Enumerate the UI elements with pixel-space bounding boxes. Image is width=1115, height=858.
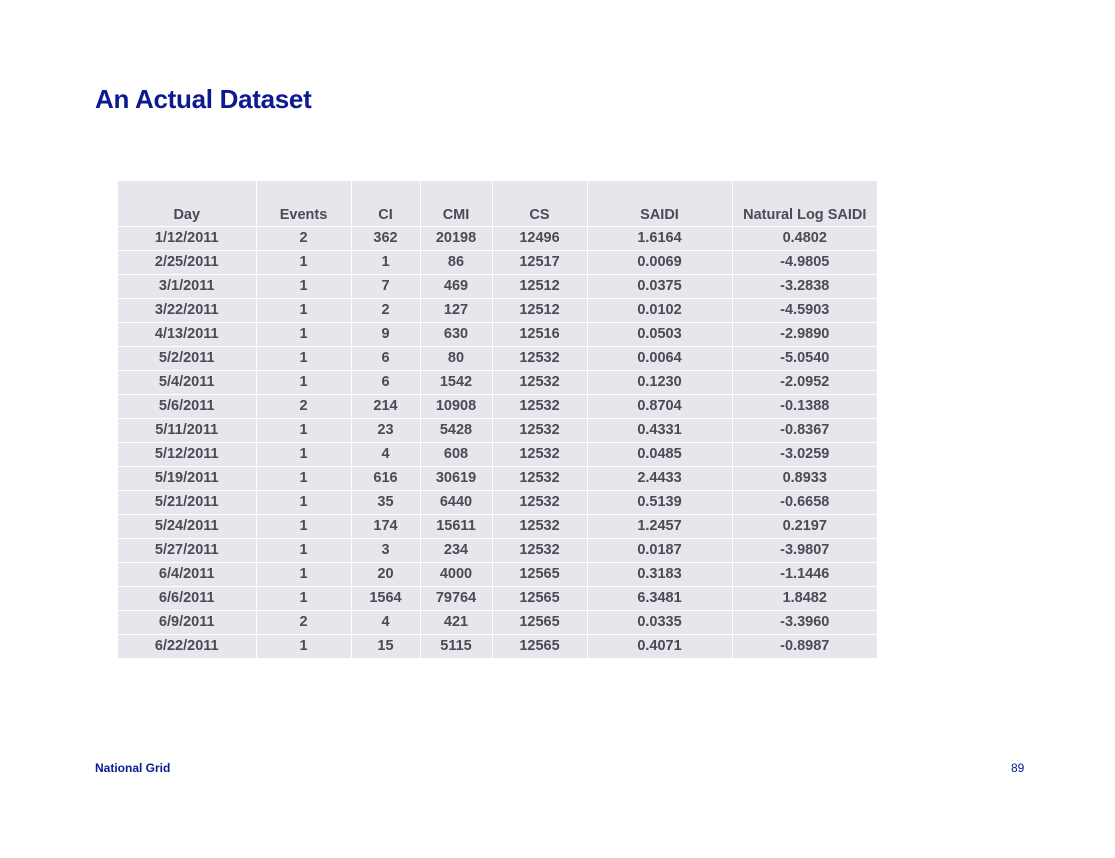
table-cell: -5.0540: [732, 347, 877, 371]
table-cell: 0.8704: [587, 395, 732, 419]
table-cell: 12532: [492, 443, 587, 467]
table-cell: 5/27/2011: [118, 539, 256, 563]
table-cell: 4: [351, 611, 420, 635]
table-cell: 2.4433: [587, 467, 732, 491]
table-cell: 12565: [492, 587, 587, 611]
table-cell: -0.1388: [732, 395, 877, 419]
table-row: [118, 323, 877, 347]
table-cell: -3.3960: [732, 611, 877, 635]
table-cell: 4/13/2011: [118, 323, 256, 347]
table-cell: 12496: [492, 227, 587, 251]
table-cell: 86: [420, 251, 492, 275]
table-cell: 1: [256, 587, 351, 611]
table-row: [118, 563, 877, 587]
table-cell: 1: [256, 515, 351, 539]
table-cell: 20: [351, 563, 420, 587]
table-cell: 1.2457: [587, 515, 732, 539]
table-cell: 3/1/2011: [118, 275, 256, 299]
table-cell: 12532: [492, 347, 587, 371]
table-cell: 0.0335: [587, 611, 732, 635]
table-cell: 12532: [492, 467, 587, 491]
table-cell: 7: [351, 275, 420, 299]
table-cell: 5/24/2011: [118, 515, 256, 539]
table-cell: 214: [351, 395, 420, 419]
table-row: [118, 347, 877, 371]
table-cell: 5115: [420, 635, 492, 659]
table-cell: -4.9805: [732, 251, 877, 275]
table-cell: 12516: [492, 323, 587, 347]
table-cell: 12532: [492, 395, 587, 419]
table-cell: 3/22/2011: [118, 299, 256, 323]
table-cell: 0.8933: [732, 467, 877, 491]
dataset-table: [118, 181, 877, 658]
table-cell: 0.4802: [732, 227, 877, 251]
table-row: [118, 515, 877, 539]
table-cell: 1: [256, 299, 351, 323]
table-cell: 469: [420, 275, 492, 299]
table-cell: 0.0102: [587, 299, 732, 323]
table-cell: 12565: [492, 611, 587, 635]
table-cell: 0.1230: [587, 371, 732, 395]
table-cell: 1.6164: [587, 227, 732, 251]
table-cell: 23: [351, 419, 420, 443]
table-cell: 5/19/2011: [118, 467, 256, 491]
table-cell: 0.0064: [587, 347, 732, 371]
table-cell: 4: [351, 443, 420, 467]
column-header: SAIDI: [587, 181, 732, 227]
table-cell: 2: [256, 611, 351, 635]
table-cell: 10908: [420, 395, 492, 419]
table-cell: 12517: [492, 251, 587, 275]
table-cell: 9: [351, 323, 420, 347]
table-row: [118, 299, 877, 323]
table-cell: 5/2/2011: [118, 347, 256, 371]
page-title: An Actual Dataset: [95, 84, 312, 114]
column-header: Natural Log SAIDI: [732, 181, 877, 227]
table-cell: 0.0503: [587, 323, 732, 347]
table-cell: 12532: [492, 515, 587, 539]
table-cell: 234: [420, 539, 492, 563]
table-cell: 608: [420, 443, 492, 467]
table-cell: -0.8367: [732, 419, 877, 443]
table-cell: 1: [256, 443, 351, 467]
table-cell: 2: [256, 395, 351, 419]
table-cell: 1: [256, 347, 351, 371]
table-cell: 15: [351, 635, 420, 659]
table-cell: 1: [256, 539, 351, 563]
table-cell: 1/12/2011: [118, 227, 256, 251]
table-cell: 0.0485: [587, 443, 732, 467]
table-cell: 0.0375: [587, 275, 732, 299]
table-cell: 1: [256, 275, 351, 299]
table-row: [118, 371, 877, 395]
table-cell: 1542: [420, 371, 492, 395]
table-cell: 0.3183: [587, 563, 732, 587]
table-row: [118, 275, 877, 299]
table-cell: 12532: [492, 371, 587, 395]
table-cell: 0.5139: [587, 491, 732, 515]
table-cell: 2/25/2011: [118, 251, 256, 275]
table-row: [118, 251, 877, 275]
table-cell: 6/6/2011: [118, 587, 256, 611]
table-cell: -1.1446: [732, 563, 877, 587]
table-row: [118, 587, 877, 611]
column-header: Day: [118, 181, 256, 227]
table-cell: 5/12/2011: [118, 443, 256, 467]
table-cell: 5428: [420, 419, 492, 443]
page-number: 89: [1011, 761, 1025, 775]
table-row: [118, 419, 877, 443]
table-cell: 5/6/2011: [118, 395, 256, 419]
table-row: [118, 539, 877, 563]
table-cell: 1: [256, 251, 351, 275]
table-cell: 6: [351, 347, 420, 371]
table-cell: 35: [351, 491, 420, 515]
table-cell: -2.0952: [732, 371, 877, 395]
table-row: [118, 635, 877, 659]
table-cell: -3.2838: [732, 275, 877, 299]
table-cell: 6/22/2011: [118, 635, 256, 659]
footer-org: National Grid: [95, 761, 171, 775]
table-cell: 6/9/2011: [118, 611, 256, 635]
table-cell: 4000: [420, 563, 492, 587]
table-cell: 1.8482: [732, 587, 877, 611]
table-header-row: [118, 181, 877, 227]
column-header: Events: [256, 181, 351, 227]
table-cell: 12532: [492, 419, 587, 443]
table-cell: 12532: [492, 491, 587, 515]
table-cell: 5/21/2011: [118, 491, 256, 515]
table-cell: 79764: [420, 587, 492, 611]
table-cell: 174: [351, 515, 420, 539]
table-cell: 127: [420, 299, 492, 323]
table-cell: 12532: [492, 539, 587, 563]
table-cell: -3.0259: [732, 443, 877, 467]
table-row: [118, 395, 877, 419]
table-row: [118, 611, 877, 635]
table-cell: 1: [256, 563, 351, 587]
table-cell: 0.2197: [732, 515, 877, 539]
table-cell: 362: [351, 227, 420, 251]
table-cell: 20198: [420, 227, 492, 251]
table-cell: 12565: [492, 635, 587, 659]
table-row: [118, 227, 877, 251]
table-cell: 1: [256, 323, 351, 347]
table-cell: 0.0069: [587, 251, 732, 275]
table-cell: -3.9807: [732, 539, 877, 563]
table-cell: 1: [256, 419, 351, 443]
table-cell: 616: [351, 467, 420, 491]
table-cell: 3: [351, 539, 420, 563]
table-cell: 15611: [420, 515, 492, 539]
table-cell: 0.4071: [587, 635, 732, 659]
table-cell: 80: [420, 347, 492, 371]
table-cell: 1: [256, 635, 351, 659]
table-cell: 630: [420, 323, 492, 347]
table-row: [118, 467, 877, 491]
table-cell: -4.5903: [732, 299, 877, 323]
column-header: CS: [492, 181, 587, 227]
table-cell: 6440: [420, 491, 492, 515]
table-cell: 6/4/2011: [118, 563, 256, 587]
table-cell: -0.6658: [732, 491, 877, 515]
table-cell: 6.3481: [587, 587, 732, 611]
table-cell: 1564: [351, 587, 420, 611]
table-cell: 1: [256, 467, 351, 491]
table-cell: 12565: [492, 563, 587, 587]
table-cell: 1: [256, 371, 351, 395]
table-cell: 12512: [492, 299, 587, 323]
table-cell: 0.0187: [587, 539, 732, 563]
table-cell: 421: [420, 611, 492, 635]
table-cell: 1: [351, 251, 420, 275]
table-row: [118, 443, 877, 467]
table-cell: 1: [256, 491, 351, 515]
table-cell: 5/11/2011: [118, 419, 256, 443]
table-cell: -2.9890: [732, 323, 877, 347]
column-header: CI: [351, 181, 420, 227]
table-cell: 12512: [492, 275, 587, 299]
table-cell: 2: [351, 299, 420, 323]
table-cell: 30619: [420, 467, 492, 491]
table-cell: 5/4/2011: [118, 371, 256, 395]
table-row: [118, 491, 877, 515]
table-cell: 2: [256, 227, 351, 251]
table-cell: -0.8987: [732, 635, 877, 659]
table-cell: 0.4331: [587, 419, 732, 443]
table-cell: 6: [351, 371, 420, 395]
column-header: CMI: [420, 181, 492, 227]
